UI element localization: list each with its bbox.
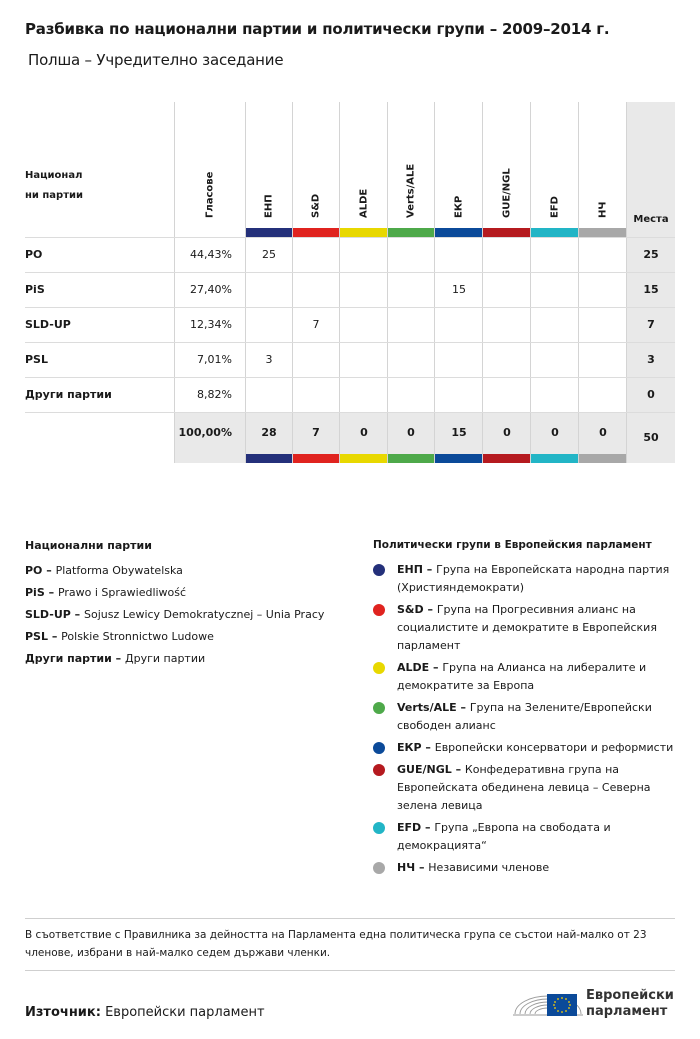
legend-dot-sd (373, 604, 385, 616)
row-votes-sld-up: 12,34% (190, 318, 232, 331)
row-seats-sld-up: 7 (647, 318, 655, 331)
footnote-divider-top (25, 918, 675, 919)
color-bar-sd (293, 228, 339, 237)
party-column-header: Национални партии (25, 170, 84, 201)
national-parties-title: Национални партии (25, 539, 152, 552)
row-votes-pis: 27,40% (190, 283, 232, 296)
legend-national-others: Други партии – Други партии (25, 652, 206, 665)
seats-column-header: Места (633, 214, 669, 225)
cell-po-epp: 25 (262, 248, 276, 261)
source-line: Източник: Европейски парламент (25, 1005, 265, 1020)
color-bar-ecr (435, 228, 482, 237)
footer-color-bar-gue-ngl (483, 454, 530, 463)
color-bar-alde (340, 228, 387, 237)
total-efd: 0 (551, 426, 559, 439)
color-bar-verts-ale (388, 228, 434, 237)
legend-dot-gue-ngl (373, 764, 385, 776)
row-votes-po: 44,43% (190, 248, 232, 261)
group-header-efd: EFD (549, 196, 561, 218)
page-title: Разбивка по национални партии и политически групи – 2009–2014 г. (25, 20, 610, 38)
legend-national-psl: PSL – Polskie Stronnictwo Ludowe (25, 630, 214, 643)
total-ecr: 15 (451, 426, 467, 439)
legend-national-po: PO – Platforma Obywatelska (25, 564, 183, 577)
legend-dot-ecr (373, 742, 385, 754)
cell-pis-ecr: 15 (452, 283, 466, 296)
total-alde: 0 (360, 426, 368, 439)
footer-color-bar-epp (246, 454, 292, 463)
cell-psl-epp: 3 (265, 353, 273, 366)
footer-color-bar-ni (579, 454, 626, 463)
legend-dot-efd (373, 822, 385, 834)
legend-national-sld-up: SLD-UP – Sojusz Lewicy Demokratycznej – Unia Pracy (25, 608, 325, 621)
row-party-psl: PSL (25, 353, 48, 366)
color-bar-efd (531, 228, 578, 237)
total-votes: 100,00% (178, 426, 232, 439)
color-bar-epp (246, 228, 292, 237)
group-header-epp: ЕНП (263, 194, 275, 218)
row-seats-psl: 3 (647, 353, 655, 366)
row-party-pis: PiS (25, 283, 45, 296)
row-votes-psl: 7,01% (197, 353, 232, 366)
group-header-sd: S&D (310, 193, 322, 218)
footer-color-bar-alde (340, 454, 387, 463)
row-seats-others: 0 (647, 388, 655, 401)
total-sd: 7 (312, 426, 320, 439)
total-epp: 28 (261, 426, 277, 439)
footer-color-bar-ecr (435, 454, 482, 463)
footer-color-bar-verts-ale (388, 454, 434, 463)
total-gue-ngl: 0 (503, 426, 511, 439)
footer-color-bar-sd (293, 454, 339, 463)
color-bar-ni (579, 228, 626, 237)
row-votes-others: 8,82% (197, 388, 232, 401)
political-groups-title: Политически групи в Европейския парламент (373, 539, 652, 551)
total-seats: 50 (643, 431, 659, 444)
group-header-alde: ALDE (358, 188, 370, 218)
legend-dot-epp (373, 564, 385, 576)
row-party-po: PO (25, 248, 43, 261)
footnote: В съответствие с Правилника за дейността на Парламента една политическа група се състои най-малко от 23 членове, избрани в най-малко седем държави членки. (25, 929, 647, 959)
legend-dot-alde (373, 662, 385, 674)
group-header-gue-ngl: GUE/NGL (501, 168, 513, 218)
group-header-ni: НЧ (597, 201, 609, 218)
votes-column-header: Гласове (204, 171, 216, 218)
legend-national-pis: PiS – Prawo i Sprawiedliwość (25, 586, 187, 599)
group-header-ecr: ЕКР (453, 195, 465, 218)
logo-wordmark: Европейски парламент (586, 988, 674, 1019)
row-seats-po: 25 (643, 248, 659, 261)
group-header-verts-ale: Verts/ALE (405, 163, 417, 218)
seat-distribution-table (0, 0, 700, 470)
color-bar-gue-ngl (483, 228, 530, 237)
page-subtitle: Полша – Учредително заседание (28, 51, 284, 69)
row-party-others: Други партии (25, 388, 112, 401)
total-ni: 0 (599, 426, 607, 439)
legend-dot-verts-ale (373, 702, 385, 714)
cell-sld-up-sd: 7 (312, 318, 320, 331)
footnote-divider-bottom (25, 970, 675, 971)
total-verts-ale: 0 (407, 426, 415, 439)
legend-dot-ni (373, 862, 385, 874)
row-seats-pis: 15 (643, 283, 659, 296)
footer-color-bar-efd (531, 454, 578, 463)
row-party-sld-up: SLD-UP (25, 318, 71, 331)
